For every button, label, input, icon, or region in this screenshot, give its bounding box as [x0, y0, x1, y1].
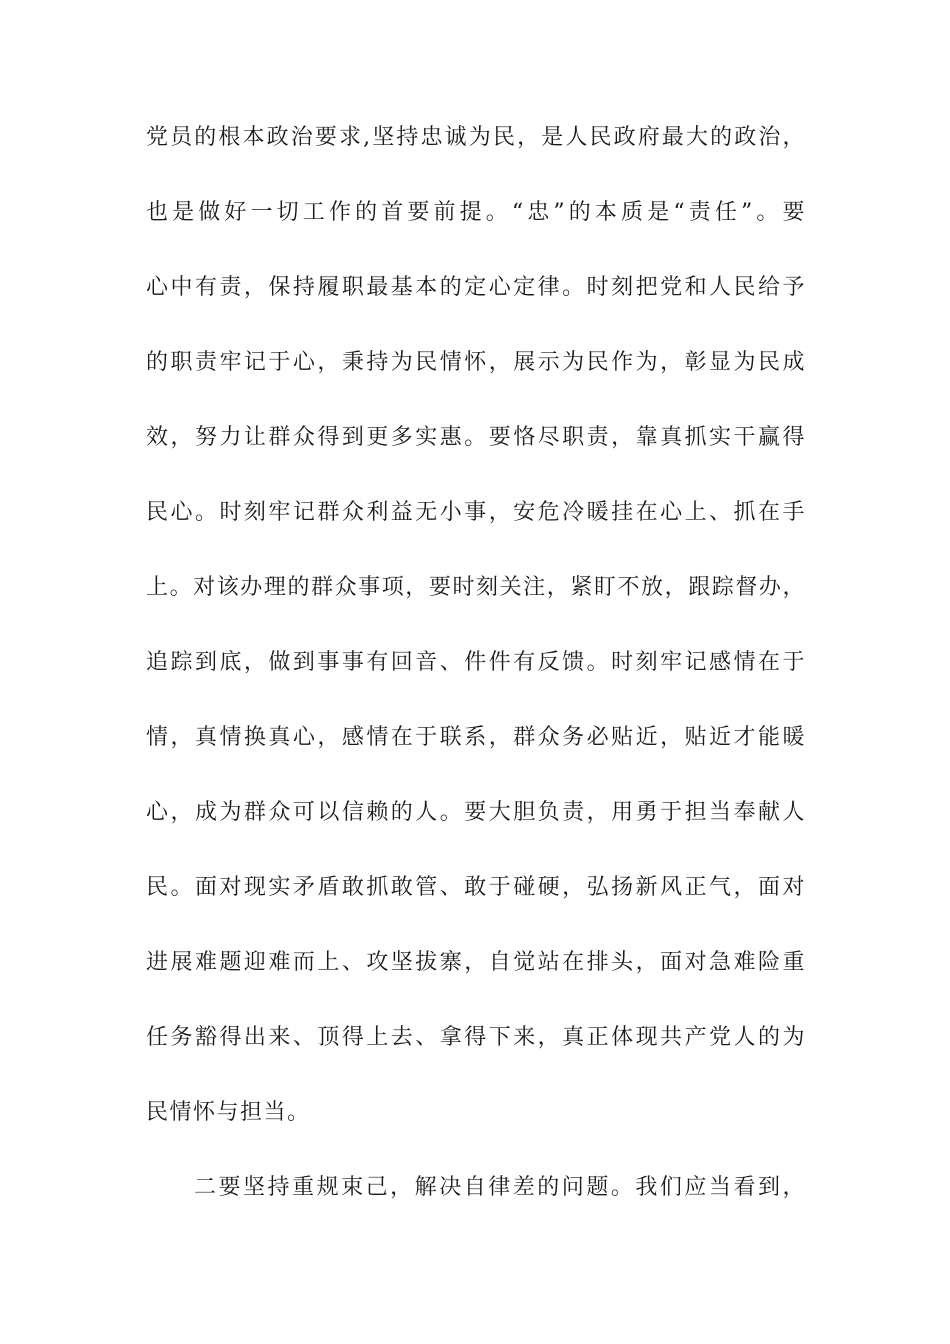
text-line: 民心。时刻牢记群众利益无小事，安危冷暖挂在心上、抓在手 [146, 500, 806, 525]
body-text [146, 118, 806, 1243]
text-line: 心，成为群众可以信赖的人。要大胆负责，用勇于担当奉献人 [146, 800, 806, 825]
paragraph-start-line: 二要坚持重规束己，解决自律差的问题。我们应当看到， [194, 1175, 806, 1200]
text-line: 情，真情换真心，感情在于联系，群众务必贴近，贴近才能暖 [146, 725, 806, 750]
text-line: 民。面对现实矛盾敢抓敢管、敢于碰硬，弘扬新风正气，面对 [146, 875, 806, 900]
text-line: 进展难题迎难而上、攻坚拔寨，自觉站在排头，面对急难险重 [146, 950, 806, 975]
text-line: 心中有责，保持履职最基本的定心定律。时刻把党和人民给予 [146, 275, 806, 300]
text-line: 的职责牢记于心，秉持为民情怀，展示为民作为，彰显为民成 [146, 350, 806, 375]
text-line: 民情怀与担当。 [146, 1100, 311, 1125]
text-line: 党员的根本政治要求,坚持忠诚为民，是人民政府最大的政治， [146, 125, 806, 150]
text-line: 追踪到底，做到事事有回音、件件有反馈。时刻牢记感情在于 [146, 650, 806, 675]
text-line: 任务豁得出来、顶得上去、拿得下来，真正体现共产党人的为 [146, 1025, 806, 1050]
text-line: 效，努力让群众得到更多实惠。要恪尽职责，靠真抓实干赢得 [146, 425, 806, 450]
text-line: 上。对该办理的群众事项，要时刻关注，紧盯不放，跟踪督办， [146, 575, 806, 600]
text-line: 也是做好一切工作的首要前提。“忠”的本质是“责任”。要 [146, 200, 806, 225]
